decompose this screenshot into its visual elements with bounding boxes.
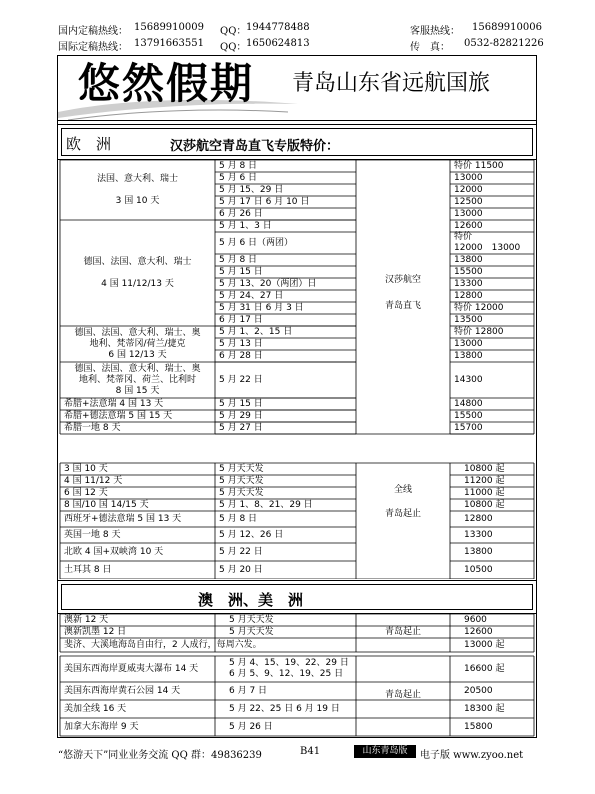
price-cell: 15500 <box>454 410 483 421</box>
oceania-title: 澳 洲、美 洲 <box>198 591 304 609</box>
route-cell: 6 国 12/13 天 <box>108 349 167 360</box>
price-cell: 12600 <box>454 220 483 231</box>
qq2-number: 1650624813 <box>246 38 310 49</box>
price-cell: 13800 <box>454 350 483 361</box>
price-cell: 18300 起 <box>464 703 505 714</box>
date-cell: 5 月 4、15、19、22、29 日 6 月 5、9、12、19、25 日 <box>229 658 349 679</box>
route-cell: 北欧 4 国+双峡湾 10 天 <box>64 546 164 557</box>
price-cell: 13000 <box>454 172 483 183</box>
date-cell: 5 月 6 日 <box>219 172 258 183</box>
date-cell: 5 月 8 日 <box>219 254 258 265</box>
route-cell: 4 国 11/12/13 天 <box>101 278 174 289</box>
route-cell: 3 国 10 天 <box>115 195 160 206</box>
route-cell: 澳新凯墨 12 日 <box>64 626 127 637</box>
price-cell: 14300 <box>454 374 483 385</box>
europe-header <box>58 124 536 160</box>
date-cell: 5 月 1、8、21、29 日 <box>219 499 313 510</box>
route-cell: 希腊+法意瑞 4 国 13 天 <box>64 398 164 409</box>
route-cell: 西班牙+德法意瑞 5 国 13 天 <box>64 513 182 524</box>
date-cell: 5 月 31 日 6 月 3 日 <box>219 302 304 313</box>
qq1-number: 1944778488 <box>246 22 310 33</box>
price-cell: 15500 <box>454 266 483 277</box>
route-cell: 3 国 10 天 <box>64 463 108 474</box>
price-cell: 10800 起 <box>464 463 505 474</box>
route-cell: 德国、法国、意大利、瑞士 <box>83 256 192 267</box>
route-cell: 8 国 15 天 <box>115 385 160 396</box>
date-cell: 6 月 26 日 <box>219 208 263 219</box>
price-cell: 13800 <box>454 254 483 265</box>
route-cell: 8 国/10 国 14/15 天 <box>64 499 149 510</box>
route-cell: 法国、意大利、瑞士 <box>96 173 178 184</box>
europe-region-title: 欧 洲 <box>66 135 112 153</box>
date-cell: 5 月 13 日 <box>219 338 263 349</box>
price-cell: 9600 <box>464 614 487 625</box>
date-cell: 5 月天天发 <box>229 614 274 625</box>
route-cell: 土耳其 8 日 <box>64 564 112 575</box>
date-cell: 6 月 17 日 <box>219 314 263 325</box>
price-cell: 10500 <box>464 564 493 575</box>
route-cell: 美国东西海岸夏威夷大瀑布 14 天 <box>64 663 199 674</box>
fax-label: 传 真： <box>410 42 450 53</box>
date-cell: 5 月 1、3 日 <box>219 220 272 231</box>
price-cell: 10800 起 <box>464 499 505 510</box>
price-cell: 13300 <box>454 278 483 289</box>
route-cell: 斐济、大溪地海岛自由行，2 人成行，每周六发。 <box>64 639 262 650</box>
date-cell: 5 月天天发 <box>219 475 264 486</box>
service-label: 客服热线： <box>410 26 460 37</box>
price-cell: 14800 <box>454 398 483 409</box>
route-cell: 德国、法国、意大利、瑞士、奥 <box>74 363 201 374</box>
route-cell: 美加全线 16 天 <box>64 703 127 714</box>
fax-number: 0532-82821226 <box>464 38 544 49</box>
route-cell: 加拿大东海岸 9 天 <box>64 721 139 732</box>
date-cell: 6 月 7 日 <box>229 685 268 696</box>
qq1-label: QQ： <box>220 26 247 37</box>
ad-frame <box>57 55 537 738</box>
date-cell: 5 月 24、27 日 <box>219 290 284 301</box>
route-cell: 希腊一地 8 天 <box>64 422 121 433</box>
date-cell: 5 月 17 日 6 月 10 日 <box>219 196 310 207</box>
intl-phone: 13791663551 <box>134 38 204 49</box>
brand-logo: 悠然假期 <box>78 59 255 108</box>
qq2-label: QQ： <box>220 42 247 53</box>
date-cell: 5 月 12、26 日 <box>219 529 284 540</box>
europe-subtitle: 汉莎航空青岛直飞专版特价： <box>170 139 340 154</box>
origin-cell: 青岛直飞 <box>384 301 421 311</box>
date-cell: 5 月 20 日 <box>219 564 263 575</box>
page-number: B41 <box>300 746 321 757</box>
price-cell: 11200 起 <box>464 475 505 486</box>
route-cell: 英国一地 8 天 <box>64 529 121 540</box>
route-cell: 德国、法国、意大利、瑞士、奥 <box>74 327 201 338</box>
price-cell: 20500 <box>464 685 493 696</box>
route-cell: 地利、梵蒂冈、荷兰、比利时 <box>78 374 196 385</box>
date-cell: 5 月 29 日 <box>219 410 263 421</box>
price-cell: 16600 起 <box>464 663 505 674</box>
price-cell: 特价 12800 <box>454 326 504 337</box>
route-cell: 6 国 12 天 <box>64 487 108 498</box>
route-cell: 地利、梵蒂冈/荷兰/捷克 <box>89 338 186 349</box>
footer-website: 电子版 www.zyoo.net <box>420 750 524 761</box>
price-cell: 13500 <box>454 314 483 325</box>
service-phone: 15689910006 <box>472 22 542 33</box>
date-cell: 5 月 26 日 <box>229 721 273 732</box>
date-cell: 5 月 8 日 <box>219 513 258 524</box>
date-cell: 5 月 15、29 日 <box>219 184 284 195</box>
price-cell: 13000 起 <box>464 639 505 650</box>
route-cell: 4 国 11/12 天 <box>64 475 123 486</box>
price-cell: 特价 12000 13000 <box>454 232 521 253</box>
oceania-header <box>58 580 536 614</box>
banner <box>58 56 536 121</box>
price-cell: 13000 <box>454 338 483 349</box>
date-cell: 5 月 22 日 <box>219 374 263 385</box>
date-cell: 5 月天天发 <box>219 487 264 498</box>
price-cell: 12500 <box>454 196 483 207</box>
date-cell: 5 月天天发 <box>229 626 274 637</box>
date-cell: 5 月 15 日 <box>219 266 263 277</box>
price-cell: 特价 12000 <box>454 302 504 313</box>
date-cell: 5 月天天发 <box>219 463 264 474</box>
domestic-label: 国内定稿热线： <box>58 26 128 37</box>
origin-cell: 青岛起止 <box>384 509 421 519</box>
route-cell: 美国东西海岸黄石公园 14 天 <box>64 685 181 696</box>
footer-qq-group: “悠游天下”同业业务交流 QQ 群：49836239 <box>58 750 262 761</box>
agency-name: 青岛山东省远航国旅 <box>292 71 491 96</box>
date-cell: 5 月 22、25 日 6 月 19 日 <box>229 703 340 714</box>
date-cell: 5 月 15 日 <box>219 398 263 409</box>
origin-cell: 青岛起止 <box>384 627 421 637</box>
edition-tag: 山东青岛版 <box>354 745 416 758</box>
price-cell: 15700 <box>454 422 483 433</box>
domestic-phone: 15689910009 <box>134 22 204 33</box>
price-cell: 13300 <box>464 529 493 540</box>
price-cell: 12800 <box>464 513 493 524</box>
price-cell: 特价 11500 <box>454 160 504 171</box>
date-cell: 5 月 1、2、15 日 <box>219 326 293 337</box>
date-cell: 5 月 8 日 <box>219 160 258 171</box>
date-cell: 5 月 27 日 <box>219 422 263 433</box>
route-cell: 澳新 12 天 <box>64 614 109 625</box>
coverage-cell: 全线 <box>393 485 412 495</box>
date-cell: 5 月 22 日 <box>219 546 263 557</box>
date-cell: 6 月 28 日 <box>219 350 263 361</box>
origin-cell: 青岛起止 <box>384 690 421 700</box>
carrier-cell: 汉莎航空 <box>384 275 421 285</box>
price-cell: 12800 <box>454 290 483 301</box>
price-cell: 15800 <box>464 721 493 732</box>
intl-label: 国际定稿热线： <box>58 42 128 53</box>
price-cell: 13800 <box>464 546 493 557</box>
date-cell: 5 月 6 日（两团） <box>219 237 294 248</box>
route-cell: 希腊+德法意瑞 5 国 15 天 <box>64 410 173 421</box>
date-cell: 5 月 13、20（两团）日 <box>219 278 317 289</box>
price-cell: 13000 <box>454 208 483 219</box>
price-cell: 12000 <box>454 184 483 195</box>
price-cell: 11000 起 <box>464 487 505 498</box>
price-cell: 12600 <box>464 626 493 637</box>
